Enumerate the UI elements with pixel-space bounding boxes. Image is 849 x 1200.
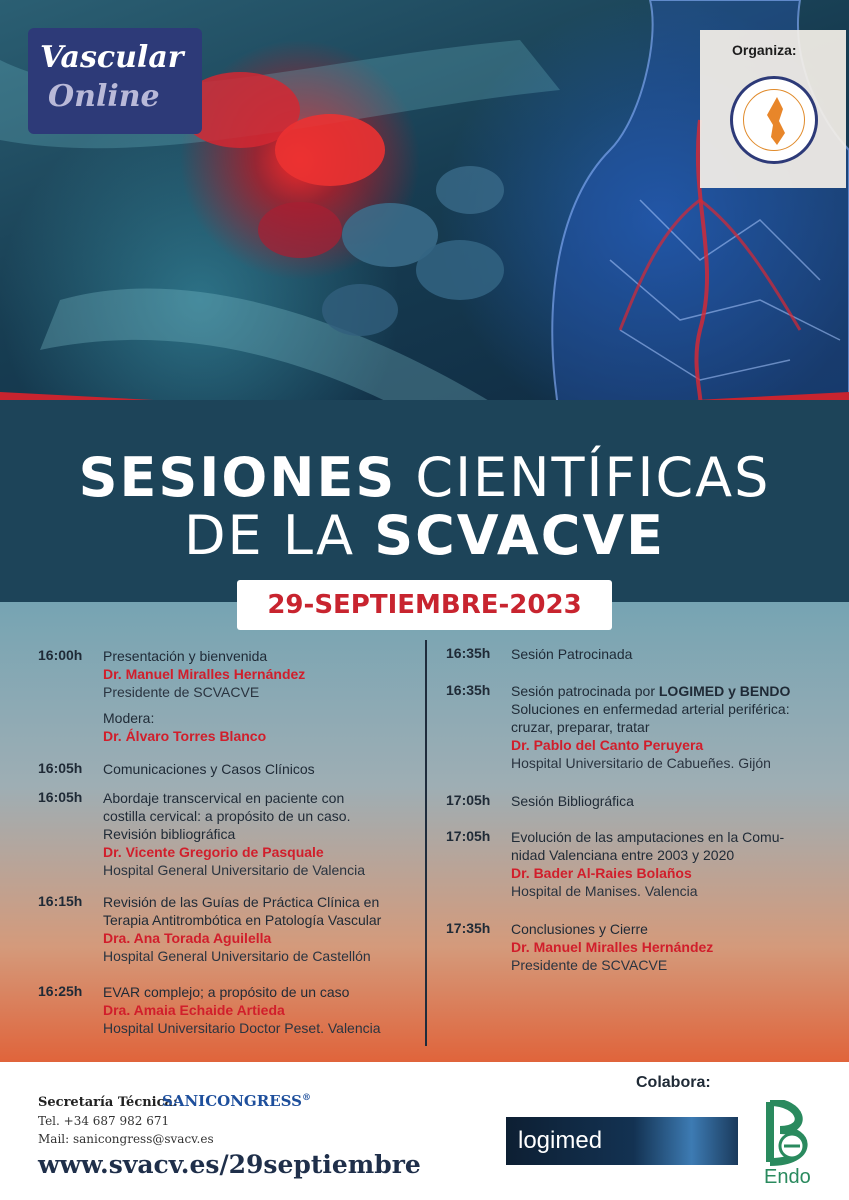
- title-de-la: DE LA: [183, 504, 375, 567]
- affiliation: Hospital Universitario de Cabueñes. Gijón: [511, 755, 771, 771]
- speaker-name: Dr. Vicente Gregorio de Pasquale: [103, 844, 324, 860]
- logimed-logo: logimed: [506, 1117, 738, 1165]
- event-date: 29-SEPTIEMBRE-2023: [237, 580, 612, 630]
- badge-word-vascular: Vascular: [40, 40, 184, 75]
- column-divider: [425, 640, 427, 1046]
- sponsor-names: LOGIMED y BENDO: [658, 683, 791, 699]
- event-url[interactable]: www.svacv.es/29septiembre: [38, 1150, 421, 1179]
- program-item: Comunicaciones y Casos Clínicos: [103, 761, 315, 777]
- speaker-name: Dr. Manuel Miralles Hernández: [103, 666, 306, 682]
- sanicongress-logo: SANICONGRESS®: [162, 1092, 311, 1110]
- phone-number: Tel. +34 687 982 671: [38, 1114, 170, 1128]
- time-slot: 16:05h: [38, 760, 83, 776]
- program-item: EVAR complejo; a propósito de un caso Dra. Amaia Echaide Artieda Hospital Universitario Doctor Peset. Valencia: [103, 983, 421, 1037]
- moderator-label: Modera:: [103, 710, 155, 726]
- affiliation: Hospital General Universitario de Castellón: [103, 948, 371, 964]
- page-title-line-2: [0, 506, 849, 566]
- time-slot: 17:35h: [446, 920, 491, 936]
- speaker-name: Dra. Amaia Echaide Artieda: [103, 1002, 285, 1018]
- program-item: Sesión patrocinada por LOGIMED y BENDO Soluciones en enfermedad arterial periférica: cruzar, preparar, tratar Dr. Pablo del Canto Peruyera Hospital Universitario de Cabueñes. Gijón: [511, 682, 836, 772]
- vascular-online-logo: [28, 28, 202, 134]
- title-scvacve: SCVACVE: [374, 504, 666, 567]
- speaker-name: Dr. Bader Al-Raies Bolaños: [511, 865, 692, 881]
- program-item: Conclusiones y Cierre Dr. Manuel Miralles Hernández Presidente de SCVACVE: [511, 920, 836, 974]
- time-slot: 16:35h: [446, 645, 491, 661]
- colabora-label: Colabora:: [636, 1074, 711, 1091]
- program-item: Evolución de las amputaciones en la Comu- nidad Valenciana entre 2003 y 2020 Dr. Bader Al-Raies Bolaños Hospital de Manises. Valencia: [511, 828, 836, 900]
- badge-word-online: Online: [48, 79, 160, 114]
- title-cientificas: CIENTÍFICAS: [396, 446, 771, 509]
- speaker-name: Dra. Ana Torada Aguilella: [103, 930, 272, 946]
- program-item: Revisión de las Guías de Práctica Clínica en Terapia Antitrombótica en Patología Vascular Dra. Ana Torada Aguilella Hospital General Universitario de Castellón: [103, 893, 421, 965]
- speaker-name: Dr. Pablo del Canto Peruyera: [511, 737, 704, 753]
- time-slot: 16:00h: [38, 647, 83, 663]
- email-address[interactable]: Mail: sanicongress@svacv.es: [38, 1132, 214, 1146]
- secretaria-label: Secretaría Técnica:: [38, 1095, 178, 1110]
- page-title-line-1: [0, 448, 849, 508]
- organizer-box: [700, 30, 846, 188]
- program-item: Presentación y bienvenida Dr. Manuel Miralles Hernández Presidente de SCVACVE Modera: Dr. Álvaro Torres Blanco: [103, 647, 413, 745]
- affiliation: Hospital de Manises. Valencia: [511, 883, 698, 899]
- moderator-name: Dr. Álvaro Torres Blanco: [103, 728, 267, 744]
- endo-label: Endo: [764, 1166, 811, 1188]
- time-slot: 16:35h: [446, 682, 491, 698]
- affiliation: Hospital General Universitario de Valencia: [103, 862, 365, 878]
- time-slot: 16:05h: [38, 789, 83, 805]
- speaker-name: Dr. Manuel Miralles Hernández: [511, 939, 714, 955]
- program-item: Sesión Patrocinada: [511, 646, 633, 662]
- time-slot: 17:05h: [446, 828, 491, 844]
- program-item: Abordaje transcervical en paciente con costilla cervical: a propósito de un caso. Revisión bibliográfica Dr. Vicente Gregorio de Pasquale Hospital General Universitario de Valencia: [103, 789, 413, 879]
- organizer-label: Organiza:: [732, 42, 797, 58]
- hero-banner: [0, 0, 849, 430]
- time-slot: 17:05h: [446, 792, 491, 808]
- title-sesiones: SESIONES: [78, 446, 397, 509]
- affiliation: Presidente de SCVACVE: [511, 957, 668, 973]
- scvacve-seal-icon: [730, 76, 818, 164]
- affiliation: Hospital Universitario Doctor Peset. Valencia: [103, 1020, 381, 1036]
- time-slot: 16:25h: [38, 983, 83, 999]
- affiliation: Presidente de SCVACVE: [103, 684, 260, 700]
- program-item: Sesión Bibliográfica: [511, 793, 634, 809]
- time-slot: 16:15h: [38, 893, 83, 909]
